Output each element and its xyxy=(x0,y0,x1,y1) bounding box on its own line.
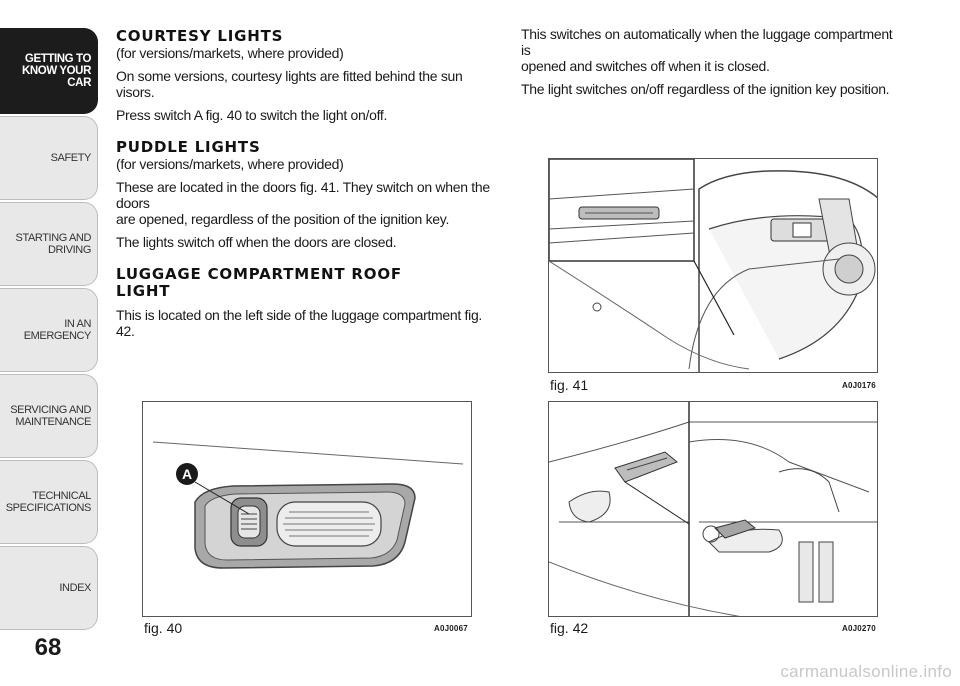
luggage-light-heading-2: LIGHT xyxy=(116,282,171,300)
puddle-lights-text-1b: are opened, regardless of the position of the ignition key. xyxy=(116,211,450,227)
luggage-light-text-2b: opened and switches off when it is closed. xyxy=(521,58,770,74)
figure-40-caption: fig. 40 xyxy=(144,620,183,636)
tab-label: STARTING AND DRIVING xyxy=(15,232,91,256)
tab-label: IN AN EMERGENCY xyxy=(23,318,91,342)
puddle-lights-heading: PUDDLE LIGHTS xyxy=(116,138,261,156)
luggage-light-text-1: This is located on the left side of the luggage compartment fig. 42. xyxy=(116,307,483,339)
courtesy-lights-text-1: On some versions, courtesy lights are fitted behind the sun visors. xyxy=(116,68,463,100)
figure-42-caption: fig. 42 xyxy=(550,620,589,636)
watermark: carmanualsonline.info xyxy=(780,662,952,681)
callout-a-label: A xyxy=(181,466,193,482)
tab-index[interactable] xyxy=(0,546,98,630)
puddle-lights-subtitle: (for versions/markets, where provided) xyxy=(116,156,344,172)
tab-getting-to-know-your-car[interactable] xyxy=(0,28,98,114)
figure-41-caption: fig. 41 xyxy=(550,377,589,393)
tab-technical-specifications[interactable] xyxy=(0,460,98,544)
figure-42 xyxy=(548,401,878,617)
tab-label: SERVICING AND MAINTENANCE xyxy=(10,404,91,428)
tab-starting-and-driving[interactable] xyxy=(0,202,98,286)
tab-servicing-and-maintenance[interactable] xyxy=(0,374,98,458)
courtesy-lights-subtitle: (for versions/markets, where provided) xyxy=(116,45,344,61)
puddle-lights-text-2: The lights switch off when the doors are closed. xyxy=(116,234,397,250)
figure-40-code: A0J0067 xyxy=(434,624,468,633)
courtesy-light-illustration xyxy=(143,402,472,617)
page-number: 68 xyxy=(34,634,62,661)
tab-label: SAFETY xyxy=(50,152,91,164)
right-column xyxy=(521,26,901,97)
tab-in-an-emergency[interactable] xyxy=(0,288,98,372)
tab-label: TECHNICAL SPECIFICATIONS xyxy=(5,490,91,514)
figure-41 xyxy=(548,158,878,373)
courtesy-lights-text-2: Press switch A fig. 40 to switch the light on/off. xyxy=(116,107,388,123)
figure-41-code: A0J0176 xyxy=(842,381,876,390)
tab-label: GETTING TO KNOW YOUR CAR xyxy=(21,53,91,89)
figure-42-code: A0J0270 xyxy=(842,624,876,633)
left-column xyxy=(116,28,496,339)
figure-40 xyxy=(142,401,472,617)
puddle-lights-text-1a: These are located in the doors fig. 41. They switch on when the doors xyxy=(116,179,490,211)
tab-label: INDEX xyxy=(59,582,91,594)
luggage-light-illustration xyxy=(549,402,878,617)
luggage-light-text-2a: This switches on automatically when the luggage compartment is xyxy=(521,26,893,58)
tab-safety[interactable] xyxy=(0,116,98,200)
courtesy-lights-heading: COURTESY LIGHTS xyxy=(116,27,284,45)
puddle-light-illustration xyxy=(549,159,878,373)
luggage-light-heading-1: LUGGAGE COMPARTMENT ROOF xyxy=(116,265,402,283)
luggage-light-text-3: The light switches on/off regardless of the ignition key position. xyxy=(521,81,890,97)
